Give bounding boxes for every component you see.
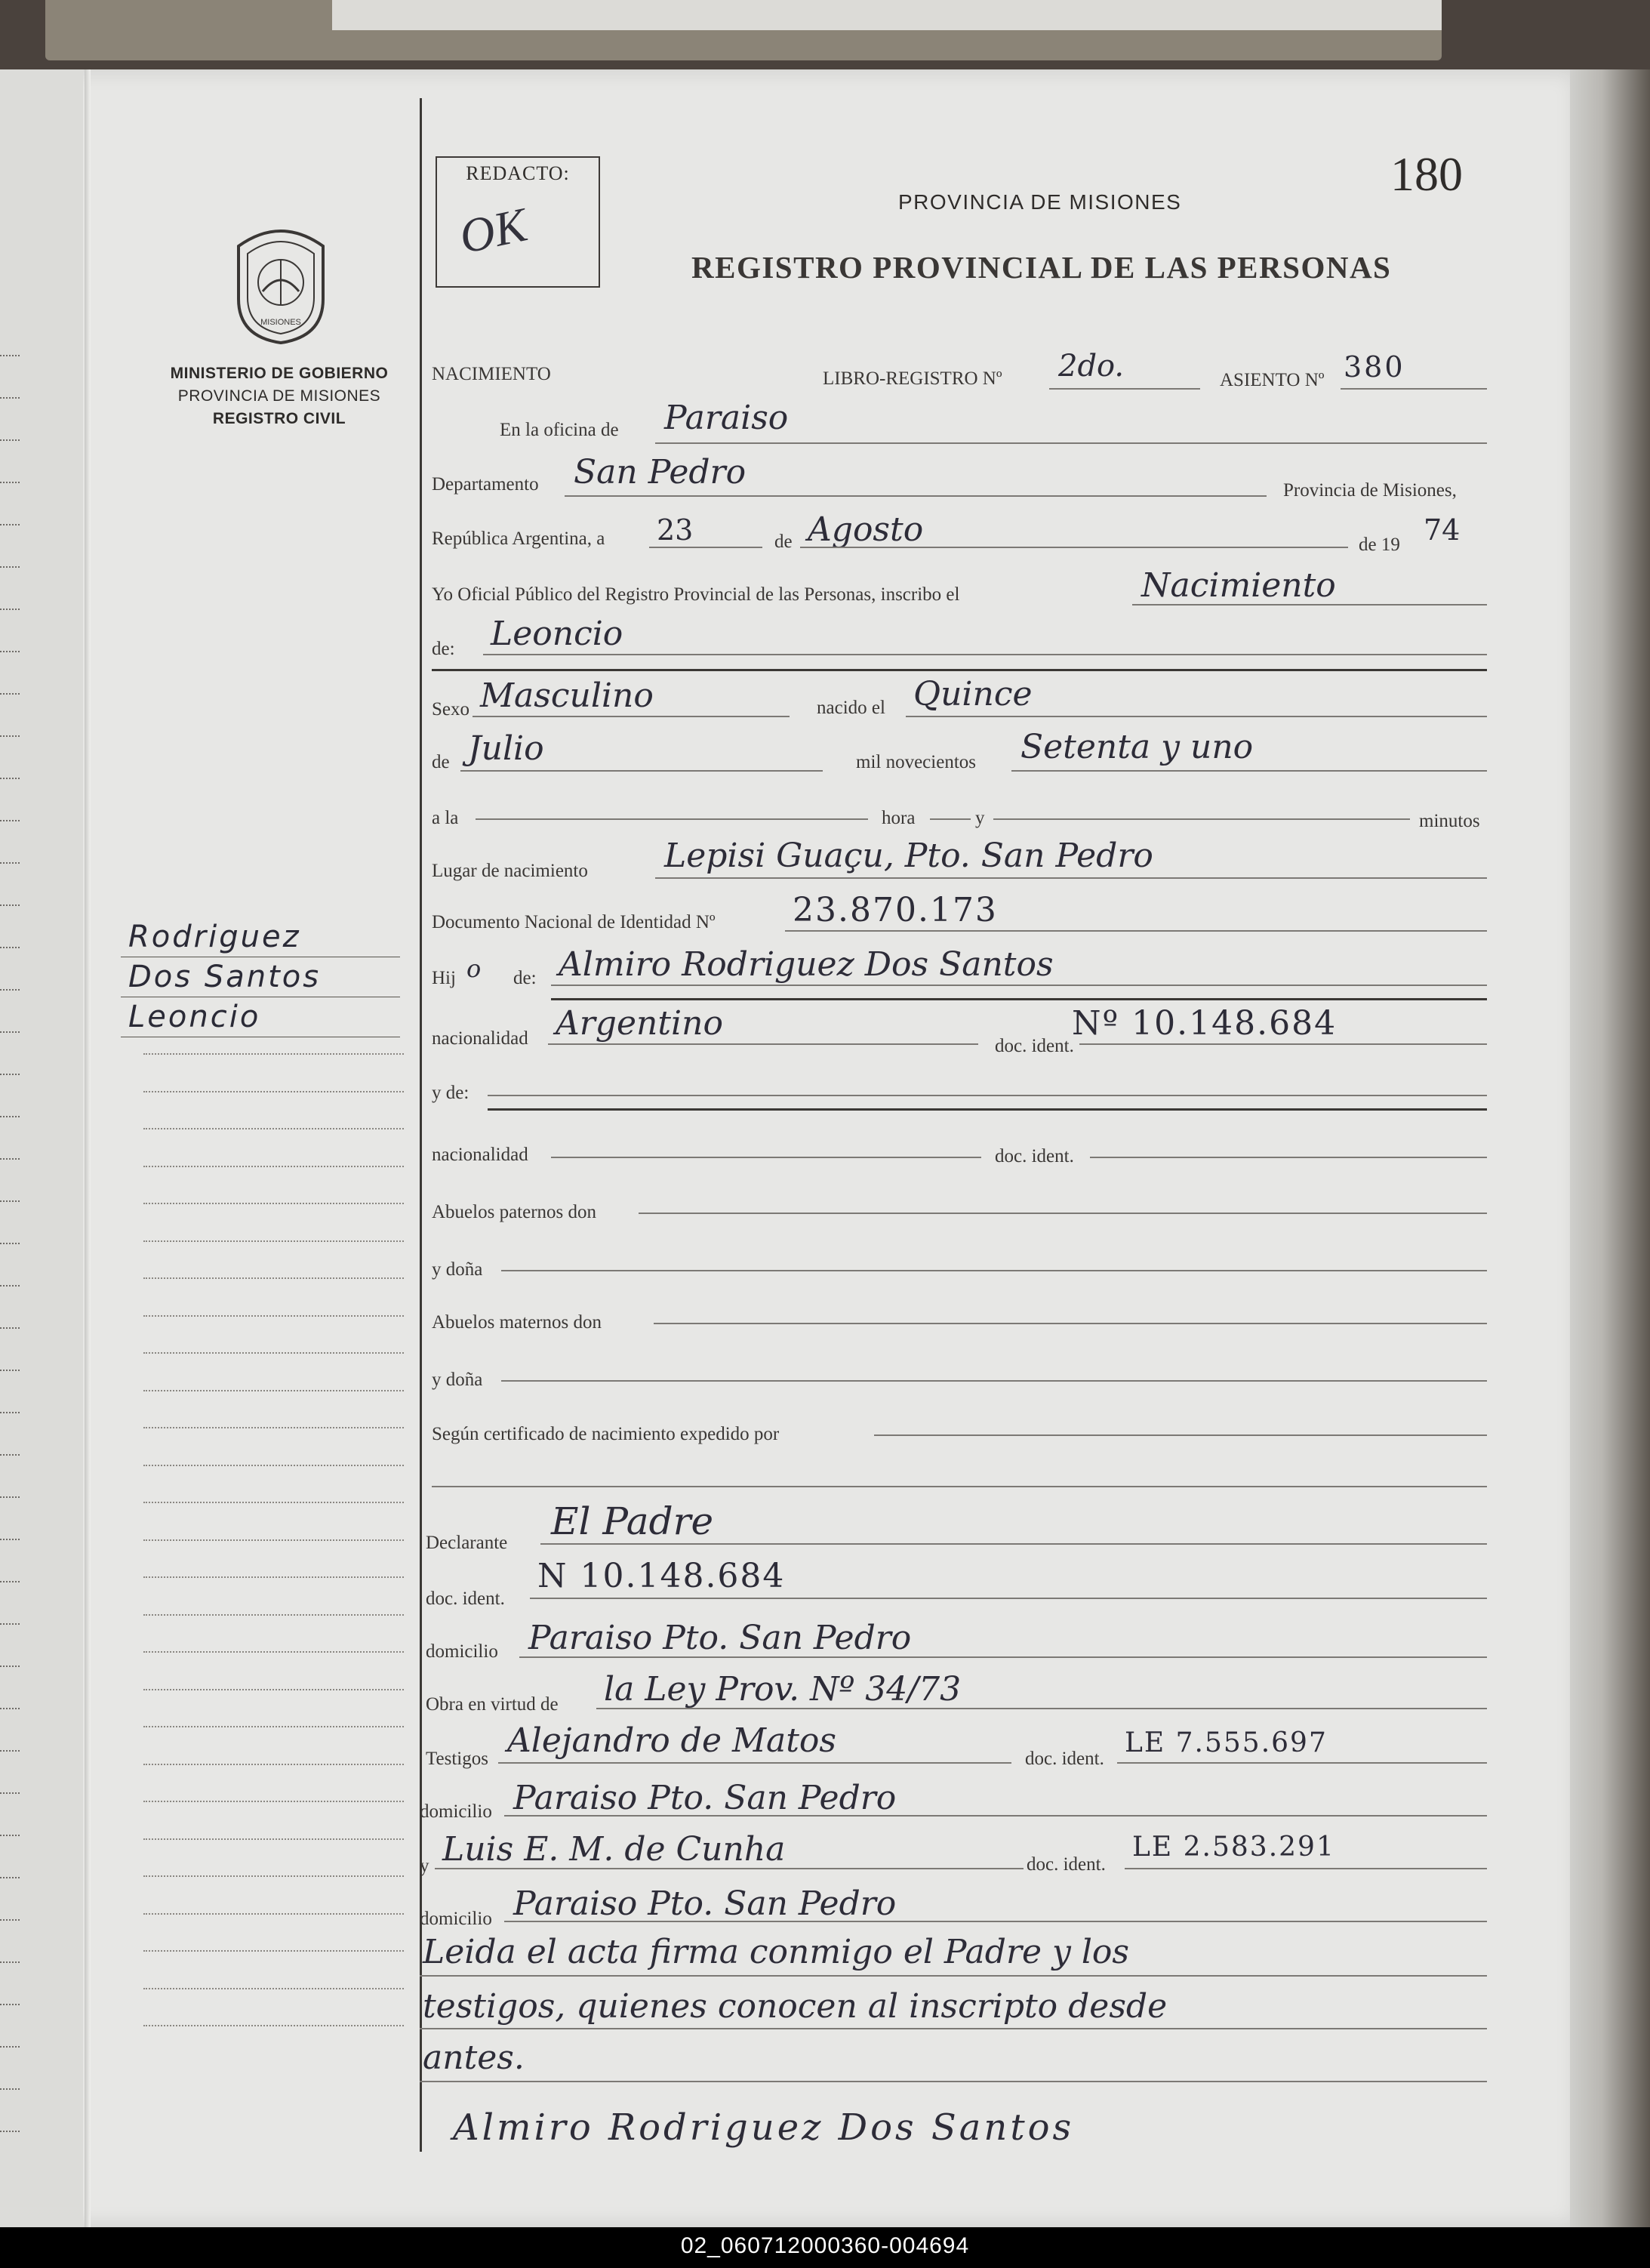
facing-page-dotted-line: [0, 1750, 20, 1752]
redacto-initials: OK: [454, 197, 532, 264]
margin-dotted-line: [143, 1726, 404, 1727]
obra-value: la Ley Prov. Nº 34/73: [604, 1670, 962, 1709]
abuelos-paternos-label: Abuelos paternos don: [432, 1202, 597, 1222]
facing-page-dotted-line: [0, 862, 20, 864]
name-value: Leoncio: [491, 615, 623, 653]
departamento-rule: [565, 495, 1267, 497]
margin-surname-1: Rodriguez: [121, 917, 400, 957]
lugar-label: Lugar de nacimiento: [432, 861, 588, 881]
notes-rule-2: [420, 2028, 1487, 2029]
facing-page-dotted-line: [0, 566, 20, 568]
domicilio3-label: domicilio: [420, 1909, 492, 1929]
day-rule: [649, 547, 762, 548]
book-cover-top: [0, 0, 1650, 72]
facing-page-dotted-line: [0, 2046, 20, 2048]
facing-page-dotted-line: [0, 2088, 20, 2090]
oficina-value: Paraiso: [664, 399, 789, 437]
facing-page-dotted-line: [0, 820, 20, 821]
margin-dotted-lines: [143, 1053, 404, 2063]
ministry-line-3: REGISTRO CIVIL: [212, 410, 346, 427]
margin-rule: [420, 98, 422, 2152]
y-de-label: y de:: [432, 1083, 469, 1103]
margin-dotted-line: [143, 1465, 404, 1466]
facing-page-dotted-line: [0, 1412, 20, 1413]
margin-dotted-line: [143, 1614, 404, 1616]
father-doc-value: Nº 10.148.684: [1072, 1004, 1338, 1043]
father-nat-value: Argentino: [556, 1004, 723, 1043]
father-rule: [551, 985, 1487, 986]
facing-page-dotted-line: [0, 778, 20, 779]
name-rule: [483, 654, 1487, 655]
facing-page-dotted-line: [0, 1370, 20, 1371]
declarante-value: El Padre: [551, 1499, 714, 1543]
month-value: Agosto: [808, 510, 924, 549]
testigo2-value: Luis E. M. de Cunha: [442, 1830, 786, 1869]
a-la-label: a la: [432, 808, 459, 828]
margin-dotted-line: [143, 1277, 404, 1279]
facing-page-dotted-line: [0, 1581, 20, 1582]
redacto-box: [436, 156, 600, 288]
facing-page-dotted-line: [0, 1243, 20, 1244]
y-rule: [993, 818, 1410, 820]
father-doc-rule: [1079, 1043, 1487, 1045]
testigo1-doc-value: LE 7.555.697: [1125, 1727, 1328, 1758]
facing-page-dotted-line: [0, 1116, 20, 1117]
day-value: 23: [657, 513, 694, 547]
facing-page-dotted-line: [0, 355, 20, 356]
domicilio-rule: [519, 1656, 1487, 1658]
testigo2-doc-value: LE 2.583.291: [1132, 1832, 1335, 1863]
declarante-rule: [540, 1543, 1487, 1545]
provincia-suffix: Provincia de Misiones,: [1283, 480, 1457, 501]
margin-name-block: [121, 917, 400, 1037]
father-nat-rule: [548, 1043, 978, 1045]
nacido-rule: [906, 716, 1487, 717]
act-type-label: NACIMIENTO: [432, 364, 551, 384]
lugar-rule: [655, 877, 1487, 879]
libro-rule: [1049, 388, 1200, 390]
margin-surname-2: Dos Santos: [121, 957, 400, 997]
margin-dotted-line: [143, 1950, 404, 1952]
republica-label: República Argentina, a: [432, 528, 605, 549]
doc-ident2-label: doc. ident.: [995, 1146, 1074, 1166]
hijo-de-label: de:: [513, 968, 537, 988]
margin-dotted-line: [143, 1053, 404, 1055]
asiento-value: 380: [1344, 350, 1405, 384]
margin-dotted-line: [143, 1838, 404, 1840]
seal-text: MISIONES: [260, 318, 301, 327]
notes-line-2: testigos, quienes conocen al inscripto desde: [423, 1987, 1168, 2026]
margin-dotted-line: [143, 1166, 404, 1167]
certificado-label: Según certificado de nacimiento expedido por: [432, 1424, 780, 1444]
oficial-text: Yo Oficial Público del Registro Provincial de las Personas, inscribo el: [432, 584, 960, 605]
birth-month-rule: [460, 770, 823, 772]
abuelos-paternos-rule: [639, 1213, 1487, 1214]
father-value: Almiro Rodriguez Dos Santos: [559, 945, 1054, 984]
nacido-label: nacido el: [817, 698, 885, 718]
mother-double-rule: [488, 1108, 1487, 1111]
margin-dotted-line: [143, 1315, 404, 1317]
hijo-suffix: o: [466, 954, 482, 983]
departamento-value: San Pedro: [574, 453, 747, 492]
hijo-label: Hij: [432, 968, 456, 988]
facing-page-dotted-line: [0, 1919, 20, 1921]
margin-dotted-line: [143, 1689, 404, 1690]
facing-page-dotted-line: [0, 1877, 20, 1878]
testigo1-rule: [498, 1762, 1011, 1764]
domicilio3-rule: [504, 1921, 1487, 1922]
father-double-rule: [551, 998, 1487, 1000]
footer-bar: [0, 2227, 1650, 2268]
dni-rule: [785, 930, 1487, 932]
y-dona2-rule: [501, 1380, 1487, 1382]
facing-page-dotted-line: [0, 1074, 20, 1075]
domicilio3-value: Paraiso Pto. San Pedro: [513, 1884, 897, 1923]
mother-nat-rule: [551, 1157, 981, 1158]
margin-dotted-line: [143, 1651, 404, 1653]
year-prefix-label: de 19: [1359, 535, 1400, 555]
image-id-label: 02_060712000360-004694: [680, 2233, 970, 2258]
redacto-label: REDACTO:: [466, 162, 570, 184]
testigo2-rule: [435, 1868, 1024, 1869]
facing-page-dotted-line: [0, 1200, 20, 1202]
domicilio2-rule: [504, 1815, 1487, 1817]
testigo1-doc-rule: [1117, 1762, 1487, 1764]
margin-dotted-line: [143, 1502, 404, 1503]
decl-doc-value: N 10.148.684: [537, 1557, 786, 1595]
ministry-line-1: MINISTERIO DE GOBIERNO: [170, 365, 389, 382]
margin-dotted-line: [143, 1240, 404, 1242]
margin-dotted-line: [143, 1764, 404, 1765]
oficina-label: En la oficina de: [500, 420, 619, 440]
month-rule: [800, 547, 1348, 548]
facing-page-dotted-line: [0, 651, 20, 652]
oficial-value: Nacimiento: [1141, 566, 1336, 605]
facing-page-dotted-line: [0, 1496, 20, 1498]
facing-page-dotted-line: [0, 1835, 20, 1836]
province-heading: PROVINCIA DE MISIONES: [898, 190, 1182, 214]
libro-label: LIBRO-REGISTRO Nº: [823, 368, 1002, 389]
margin-dotted-line: [143, 1427, 404, 1428]
sexo-value: Masculino: [480, 676, 654, 715]
margin-dotted-line: [143, 1875, 404, 1877]
facing-page-dotted-line: [0, 2004, 20, 2005]
facing-page-dotted-line: [0, 609, 20, 610]
domicilio2-label: domicilio: [420, 1801, 492, 1822]
hora-label: hora: [882, 808, 916, 828]
year-value: 74: [1424, 513, 1461, 547]
facing-page-dotted-line: [0, 1454, 20, 1456]
dni-label: Documento Nacional de Identidad Nº: [432, 912, 716, 932]
y-dona-label: y doña: [432, 1259, 483, 1280]
margin-dotted-line: [143, 1352, 404, 1354]
asiento-label: ASIENTO Nº: [1220, 370, 1325, 390]
margin-dotted-line: [143, 1988, 404, 1989]
oficina-rule: [655, 442, 1487, 444]
margin-given-name: Leoncio: [121, 997, 400, 1037]
decl-doc-rule: [530, 1598, 1487, 1599]
facing-page-dotted-line: [0, 735, 20, 737]
testigo2-doc-rule: [1125, 1868, 1487, 1869]
facing-page-dotted-line: [0, 1623, 20, 1625]
facing-page-dotted-line: [0, 904, 20, 906]
declarante-label: Declarante: [426, 1533, 508, 1553]
abuelos-maternos-label: Abuelos maternos don: [432, 1312, 602, 1333]
margin-dotted-line: [143, 1576, 404, 1578]
signature: Almiro Rodriguez Dos Santos: [453, 2106, 1075, 2149]
testigo1-value: Alejandro de Matos: [507, 1721, 837, 1760]
nacido-value: Quince: [913, 675, 1033, 713]
sexo-label: Sexo: [432, 699, 469, 720]
y-dona2-label: y doña: [432, 1370, 483, 1390]
nacionalidad-label: nacionalidad: [432, 1028, 528, 1049]
de-colon-label: de:: [432, 639, 455, 659]
birth-month-value: Julio: [468, 729, 544, 768]
lugar-value: Lepisi Guaçu, Pto. San Pedro: [664, 837, 1153, 875]
facing-page-dotted-line: [0, 397, 20, 399]
facing-page-dotted-line: [0, 524, 20, 525]
facing-page-dotted-line: [0, 482, 20, 483]
margin-dotted-line: [143, 2025, 404, 2026]
libro-value: 2do.: [1058, 349, 1125, 384]
name-double-rule: [432, 669, 1487, 671]
facing-page-dotted-line: [0, 1031, 20, 1033]
mother-doc-rule: [1090, 1157, 1487, 1158]
testigos-label: Testigos: [426, 1749, 488, 1769]
dni-value: 23.870.173: [793, 891, 998, 929]
notes-line-1: Leida el acta firma conmigo el Padre y los: [423, 1933, 1129, 1971]
certificado-rule-2: [432, 1486, 1487, 1487]
sexo-rule: [473, 716, 790, 717]
asiento-rule: [1341, 388, 1487, 390]
margin-dotted-line: [143, 1801, 404, 1802]
certificado-rule: [874, 1434, 1487, 1436]
testigo2-doc-label: doc. ident.: [1027, 1854, 1106, 1875]
mil-label: mil novecientos: [856, 752, 976, 772]
facing-page-dotted-line: [0, 1539, 20, 1540]
facing-page-dotted-line: [0, 1961, 20, 1963]
provincial-seal-icon: [223, 223, 338, 344]
decl-doc-label: doc. ident.: [426, 1589, 505, 1609]
minutos-label: minutos: [1419, 811, 1480, 831]
birth-year-value: Setenta y uno: [1020, 728, 1254, 766]
de2-label: de: [432, 752, 450, 772]
previous-page-edge: [332, 0, 1442, 30]
facing-page-dotted-line: [0, 947, 20, 948]
obra-rule: [596, 1708, 1487, 1709]
notes-line-3: antes.: [423, 2038, 525, 2077]
notes-rule-1: [420, 1975, 1487, 1977]
facing-page-dotted-line: [0, 1666, 20, 1667]
facing-page-dotted-line: [0, 1792, 20, 1794]
facing-page-strip: [0, 69, 83, 2227]
registry-title: REGISTRO PROVINCIAL DE LAS PERSONAS: [691, 250, 1392, 285]
facing-page-dotted-line: [0, 1708, 20, 1709]
margin-dotted-line: [143, 1203, 404, 1204]
facing-page-dotted-line: [0, 1158, 20, 1160]
facing-page-dotted-line: [0, 439, 20, 441]
facing-page-dotted-line: [0, 693, 20, 695]
y-dona-rule: [501, 1270, 1487, 1271]
notes-rule-3: [420, 2081, 1487, 2082]
ministry-heading: [151, 362, 408, 430]
domicilio-value: Paraiso Pto. San Pedro: [528, 1619, 912, 1657]
de-label: de: [774, 532, 793, 552]
testigo1-doc-label: doc. ident.: [1025, 1749, 1104, 1769]
a-la-rule: [476, 818, 868, 820]
doc-ident-label: doc. ident.: [995, 1036, 1074, 1056]
abuelos-maternos-rule: [654, 1323, 1487, 1324]
page-stack-edge: [1570, 69, 1650, 2227]
obra-label: Obra en virtud de: [426, 1694, 559, 1715]
margin-dotted-line: [143, 1128, 404, 1129]
birth-year-rule: [1011, 770, 1487, 772]
margin-dotted-line: [143, 1390, 404, 1391]
y-label: y: [975, 808, 985, 828]
margin-dotted-line: [143, 1539, 404, 1541]
margin-dotted-line: [143, 1091, 404, 1092]
facing-page-dotted-line: [0, 2131, 20, 2132]
ministry-line-2: PROVINCIA DE MISIONES: [177, 387, 381, 405]
departamento-label: Departamento: [432, 474, 539, 495]
domicilio2-value: Paraiso Pto. San Pedro: [513, 1779, 897, 1817]
y2-label: y: [420, 1856, 429, 1876]
mother-rule: [488, 1095, 1487, 1096]
domicilio-label: domicilio: [426, 1641, 498, 1662]
facing-page-dotted-line: [0, 1285, 20, 1287]
facing-page-dotted-line: [0, 1327, 20, 1329]
nacionalidad2-label: nacionalidad: [432, 1145, 528, 1165]
page-fold: [85, 69, 91, 2227]
margin-dotted-line: [143, 1913, 404, 1915]
oficial-rule: [1132, 604, 1487, 606]
page-number: 180: [1390, 147, 1463, 201]
hora-rule: [930, 818, 971, 820]
facing-page-dotted-line: [0, 989, 20, 991]
